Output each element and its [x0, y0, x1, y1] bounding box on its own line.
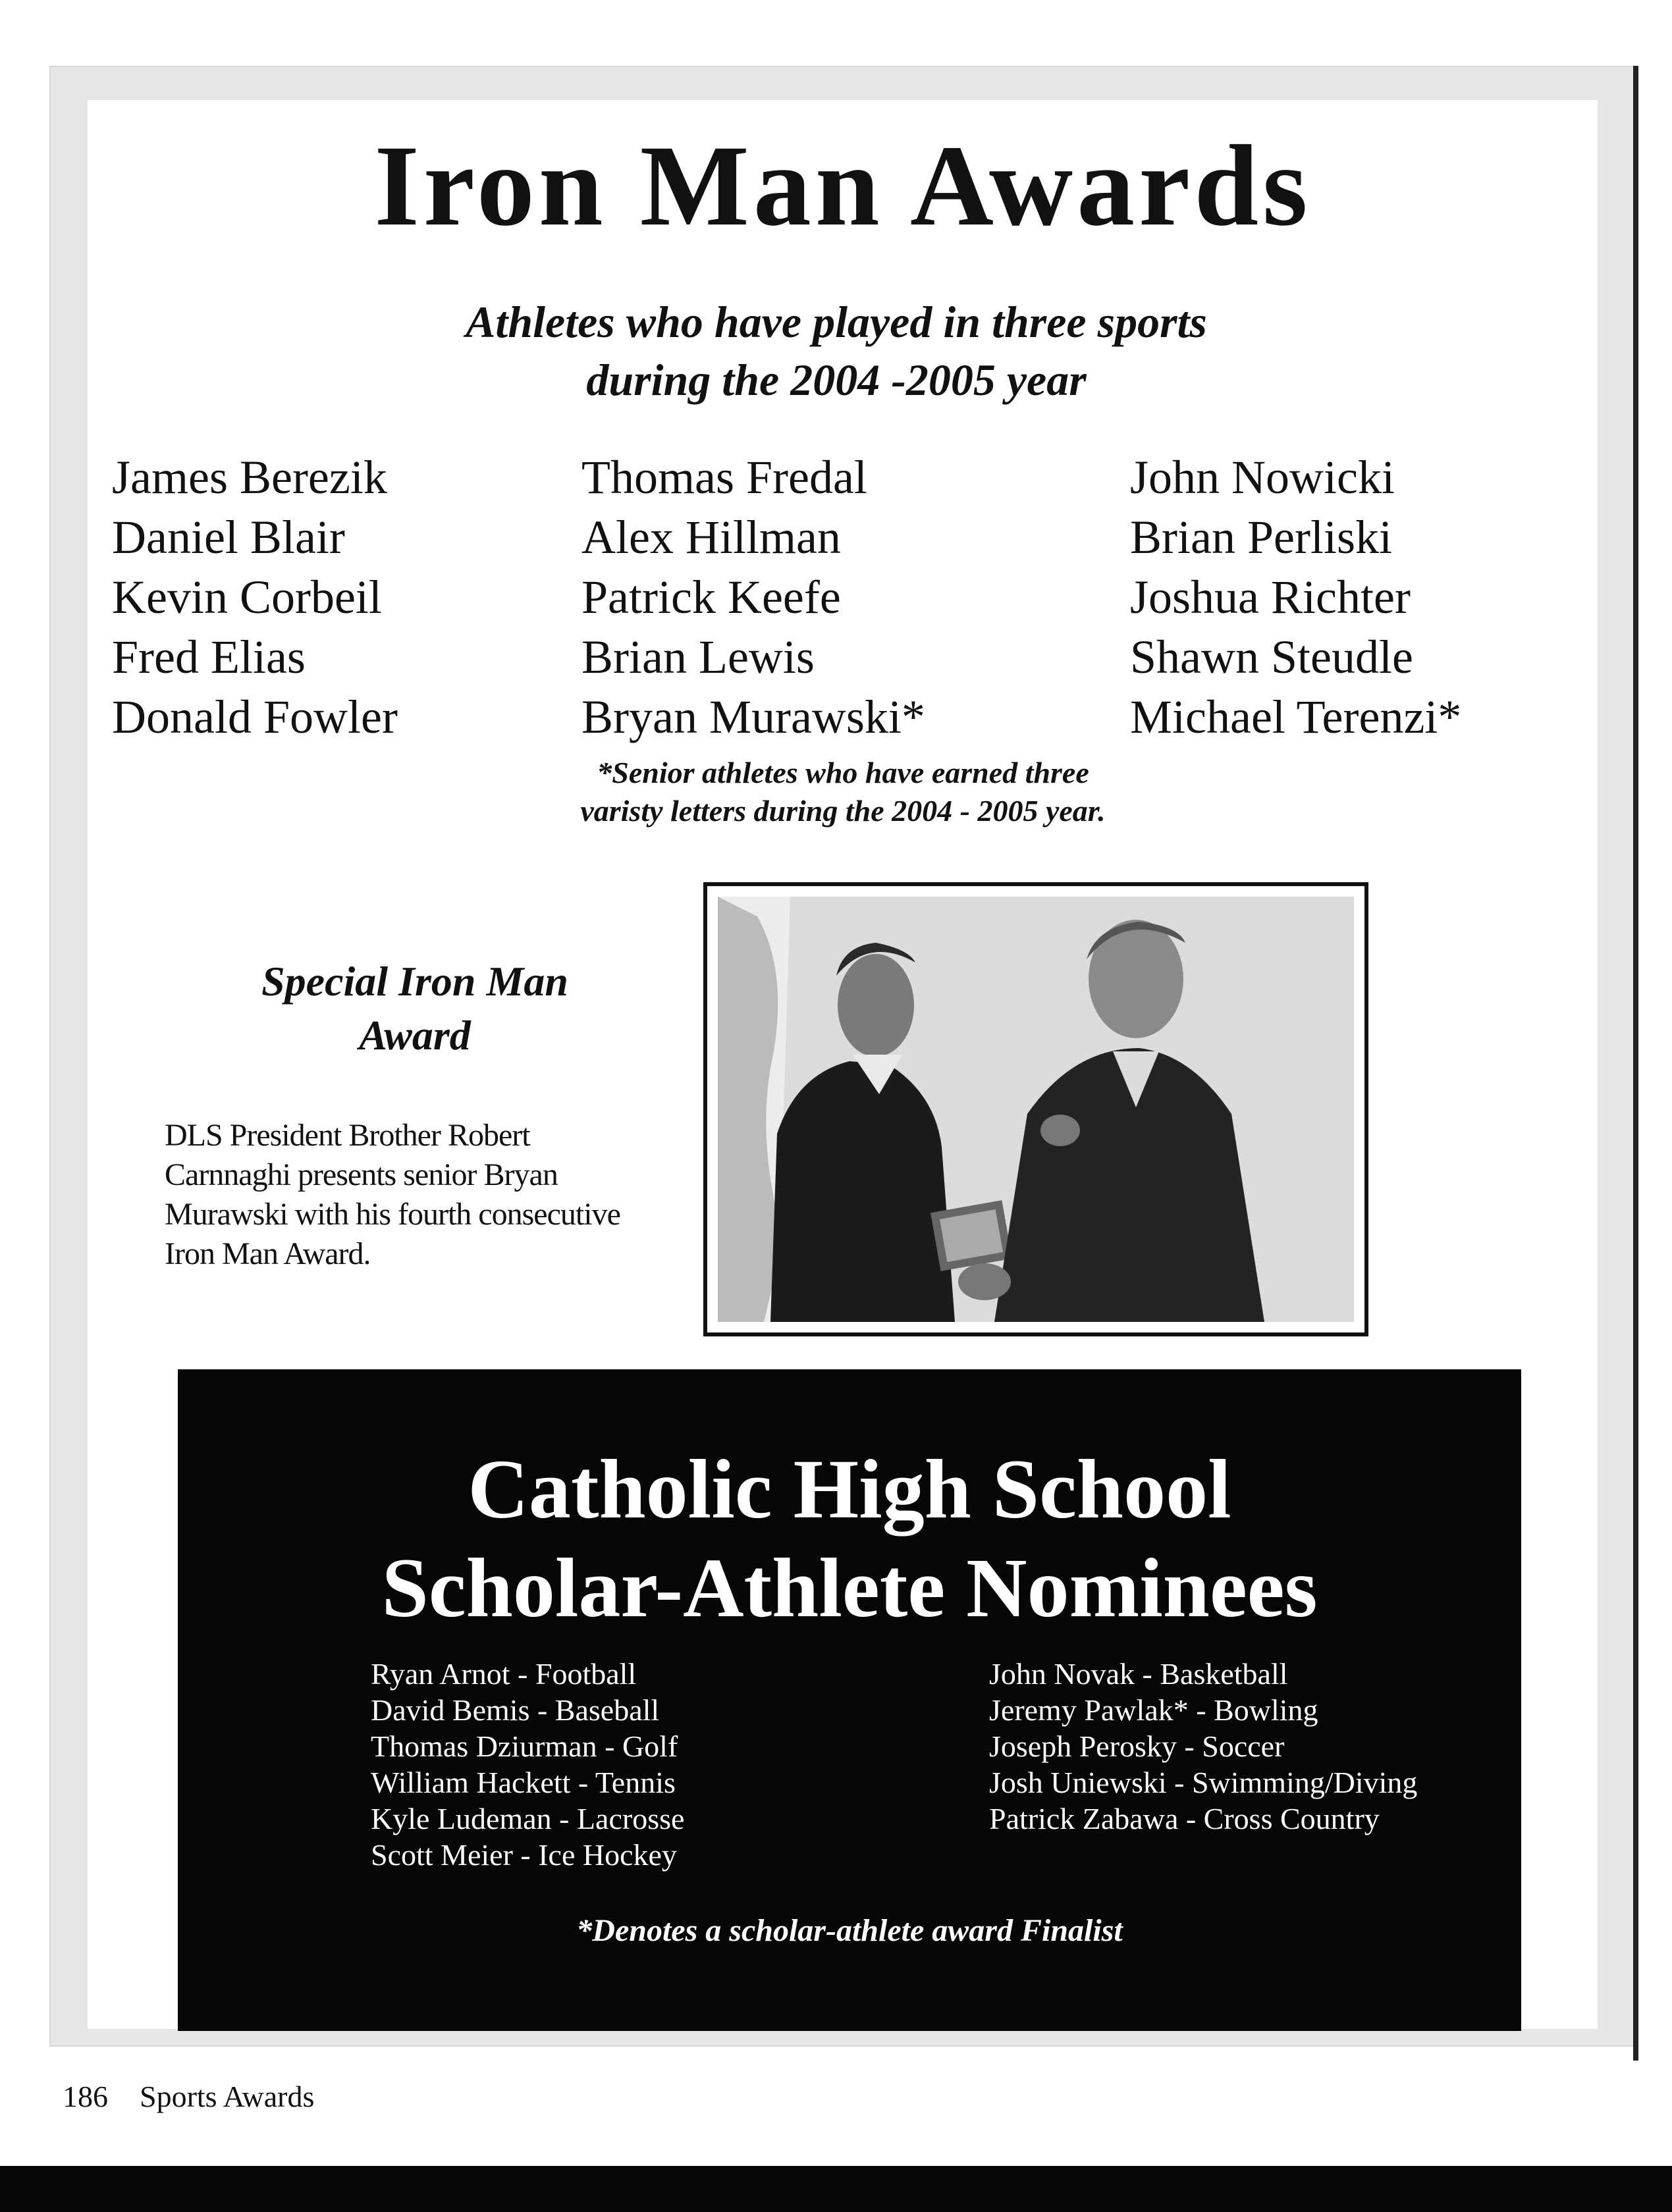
caption-line: Iron Man Award. [165, 1236, 371, 1271]
special-title-line: Award [359, 1012, 471, 1059]
nominee-item: Josh Uniewski - Swimming/Diving [989, 1766, 1418, 1799]
nominees-left [371, 1656, 684, 1873]
nominee-item: John Novak - Basketball [989, 1657, 1288, 1691]
names-column-3 [1130, 448, 1461, 747]
subtitle-line: during the 2004 -2005 year [586, 355, 1087, 405]
section-name: Sports Awards [140, 2080, 315, 2113]
athlete-name: Joshua Richter [1130, 571, 1411, 623]
nominees-right [989, 1656, 1417, 1837]
caption-line: Murawski with his fourth consecutive [165, 1197, 620, 1232]
athlete-name: Kevin Corbeil [112, 571, 382, 623]
nominee-item: Scott Meier - Ice Hockey [371, 1838, 677, 1872]
nominee-item: Thomas Dziurman - Golf [371, 1729, 678, 1763]
names-column-1 [112, 448, 398, 747]
footnote-line: *Senior athletes who have earned three [597, 756, 1089, 789]
page-title: Iron Man Awards [374, 122, 1312, 250]
nominee-item: Patrick Zabawa - Cross Country [989, 1802, 1380, 1835]
names-column-2 [581, 448, 925, 747]
award-photo [703, 882, 1368, 1336]
athlete-name: Patrick Keefe [581, 571, 841, 623]
page-footer [63, 2079, 314, 2114]
caption-line: Carnnaghi presents senior Bryan [165, 1157, 558, 1192]
nominee-item: Kyle Ludeman - Lacrosse [371, 1802, 685, 1835]
panel-title-line: Scholar-Athlete Nominees [381, 1541, 1318, 1635]
athlete-name: Donald Fowler [112, 691, 398, 743]
nominee-item: David Bemis - Baseball [371, 1693, 660, 1727]
panel-title-line: Catholic High School [468, 1442, 1231, 1536]
footnote-line: varisty letters during the 2004 - 2005 year. [580, 794, 1106, 828]
nominee-item: William Hackett - Tennis [371, 1766, 676, 1799]
athlete-name: Thomas Fredal [581, 451, 867, 504]
scan-edge-band [0, 2166, 1672, 2212]
athlete-name: Brian Perliski [1130, 511, 1392, 564]
athlete-name: Michael Terenzi* [1130, 691, 1462, 743]
nominee-item: Jeremy Pawlak* - Bowling [989, 1693, 1318, 1727]
athlete-name: Bryan Murawski* [581, 691, 925, 743]
athlete-name: Shawn Steudle [1130, 631, 1413, 683]
athlete-name: Fred Elias [112, 631, 306, 683]
page-number: 186 [63, 2080, 108, 2113]
athlete-name: Daniel Blair [112, 511, 345, 564]
caption-line: DLS President Brother Robert [165, 1118, 530, 1153]
award-photo-image [718, 897, 1354, 1322]
photo-caption [165, 1116, 665, 1274]
subtitle-line: Athletes who have played in three sports [466, 297, 1207, 347]
athlete-name: John Nowicki [1130, 451, 1395, 504]
finalist-note: *Denotes a scholar-athlete award Finalist [576, 1913, 1123, 1948]
page-edge [1633, 66, 1638, 2061]
athlete-name: Alex Hillman [581, 511, 841, 564]
nominee-item: Ryan Arnot - Football [371, 1657, 637, 1691]
athlete-name: Brian Lewis [581, 631, 815, 683]
senior-footnote [514, 754, 1172, 830]
special-title-line: Special Iron Man [261, 958, 568, 1005]
athlete-name: James Berezik [112, 451, 387, 504]
special-award-title [198, 955, 632, 1063]
nominee-item: Joseph Perosky - Soccer [989, 1729, 1285, 1763]
subtitle [316, 293, 1357, 409]
